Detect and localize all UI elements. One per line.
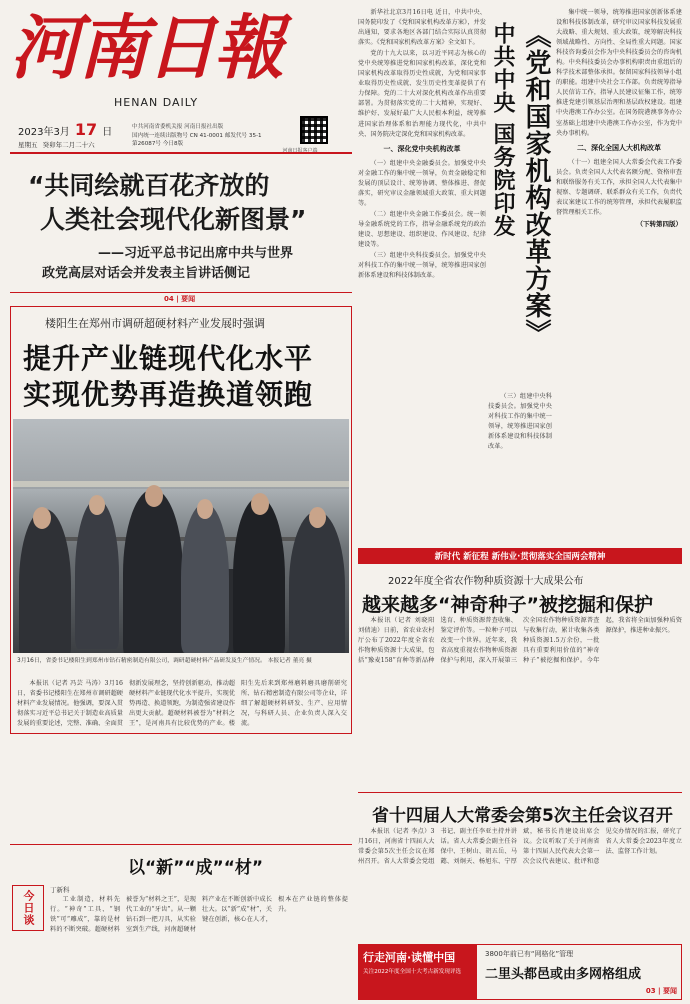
policy-left-column: [358, 8, 486, 546]
seed-kicker: 2022年度全省农作物种质资源十大成果公布: [388, 576, 584, 587]
commentary-body: [50, 895, 348, 995]
policy-article: [358, 8, 682, 546]
policy-section-2: 二、深化全国人大机构改革: [577, 143, 661, 152]
commentary-column-badge: [12, 885, 44, 931]
info-line: 第26087号 今日8版: [132, 141, 184, 148]
seed-headline[interactable]: 越来越多“神奇种子”被挖掘和保护: [362, 594, 653, 616]
masthead: [10, 6, 352, 154]
policy-middle-text: （三）组建中央科技委员会。加强党中央对科技工作的集中统一领导，统筹推进国家创新体系建设和科技体制改革。: [488, 393, 552, 451]
promo-tag: [359, 945, 477, 999]
promo-tag-line1: 行走河南·读懂中国: [363, 951, 456, 964]
policy-right-body: 集中统一领导，统筹推进国家创新体系建设和科技体制改革，研究审议国家科技发展重大战略、重大规划、重大政策，统筹解决科技领域战略性、方向性、全局性重大问题。国家科技咨询委员会作为中央科技委员会的咨询机构。中央科技委员会办事机构职责由重组后的科学技术部整体承担。保留国家科技领导小组的职能。组建中央社会工作部。负责统筹指导人民信访工作，指导人民建议征集工作，统筹推进党建引领基层治理和基层政权建设。组建中央港澳工作办公室。在国务院港澳事务办公室基础上组建中央港澳工作办公室，作为党中央办事机构。: [556, 9, 682, 137]
lead-body: [17, 679, 347, 731]
lead-article: [10, 306, 352, 734]
info-line: 中共河南省委机关报 河南日报社出版: [132, 124, 224, 130]
policy-item-3: （三）组建中央科技委员会。加强党中央对科技工作的集中统一领导，统筹推进国家创新体系建设和科技体制改革。: [358, 252, 486, 280]
banner-subtitle-line1: ——习近平总书记出席中共与世界: [98, 246, 294, 261]
date-year: 2023年3月: [18, 127, 70, 138]
masthead-date-block: [18, 120, 138, 150]
policy-headline-sub[interactable]: 中共中央 国务院印发: [490, 22, 515, 238]
policy-right-body-2: （十一）组建全国人大常委会代表工作委员会。负责全国人大代表名额分配、资格审查和联络服务有关工作，承担全国人大代表集中视察、专题调研、联系群众有关工作，负责代表议案建议工作的统筹管理，承担代表履职监督管理相关工作。: [556, 158, 682, 217]
banner-headline-line1: “共同绘就百花齐放的: [28, 171, 270, 200]
policy-middle-column: [488, 392, 552, 542]
commentary-author: 丁新科: [50, 886, 70, 894]
lunar-date: 癸卯年二月二十六: [42, 141, 95, 149]
banner-page-ref[interactable]: 04 | 要闻: [160, 294, 199, 304]
seed-body: [358, 616, 682, 788]
policy-item-1: （一）组建中央金融委员会。加强党中央对金融工作的集中统一领导，负责金融稳定和发展的顶层设计、统筹协调、整体推进、督促落实，研究审议金融领域重大政策、重大问题等。: [358, 159, 486, 208]
banner-headline-line2: 人类社会现代化新图景”: [40, 205, 307, 234]
policy-vertical-headline-block[interactable]: [488, 8, 552, 388]
policy-item-2: （二）组建中央金融工作委员会。统一领导金融系统党的工作，指导金融系统党的政治建设、思想建设、组织建设、作风建设、纪律建设等。: [358, 211, 486, 249]
info-line: 国内统一连续出版物号 CN 41-0001 邮发代号 35-1: [132, 132, 262, 139]
promo-sub-label: 3800年前已有“网格化”管理: [485, 950, 574, 958]
lead-headline-line1[interactable]: 提升产业链现代化水平: [23, 342, 314, 375]
date-unit: 日: [102, 127, 113, 138]
masthead-title: 河南日報: [10, 6, 282, 89]
promo-box[interactable]: [358, 944, 682, 1000]
lead-continued: [10, 636, 352, 637]
commentary-body-text: 工业制造，材料先行。“神奇”工具、“钢铁”可“雕成”，靠的是材料的不断突破。超硬材料被誉为“材料之王”，是现代工业的“牙齿”。从一颗钻石到一把刀具，从实验室到生产线，河南超硬材料产业在不断创新中成长壮大。以“新”成“材”，关键在创新，核心在人才，根本在产业链的整体提升。: [50, 896, 348, 934]
policy-right-column: [556, 8, 682, 546]
lead-kicker: 楼阳生在郑州市调研超硬材料产业发展时强调: [45, 317, 265, 330]
npc-headline[interactable]: 省十四届人大常委会第5次主任会议召开: [372, 806, 673, 826]
commentary-column-name: 今日谈: [22, 890, 35, 926]
weekday: 星期五: [18, 141, 38, 149]
policy-continue-note[interactable]: （下转第四版）: [636, 220, 682, 229]
npc-body: [358, 827, 682, 939]
date-day: 17: [74, 120, 98, 139]
masthead-pinyin: HENAN DAILY: [114, 96, 199, 109]
lead-body-text: 本报讯（记者 冯芸 马涛）3月16日，省委书记楼阳生在郑州市调研超硬材料产业发展情况。他强调，要深入贯彻落实习近平总书记关于制造业高质量发展的重要论述，完整、准确、全面贯彻新发展理念，坚持创新驱动，推动超硬材料产业链现代化水平提升，实现优势再造、换道领跑，为制造强省建设作出更大贡献。超硬材料被誉为“材料之王”，是河南具有比较优势的产业。楼阳生先后来到郑州磨料磨具磨削研究所、钻石精密制造有限公司等企业，详细了解超硬材料研发、生产、应用情况，与科研人员、企业负责人深入交流。: [17, 680, 347, 728]
banner-rule: [10, 292, 352, 293]
seed-article: [358, 566, 682, 790]
seed-body-text: 本报讯（记者 刘晓阳 刘倩迪）日前，省农业农村厅公布了2022年度全省农作物种质资源十大成果，包括“豫麦158”育种等新品种选育、种质资源普查收集、鉴定评价等。一粒种子可以改变一个世界。近年来，我省高度重视农作物种质资源保护与利用，深入开展第三次全国农作物种质资源普查与收集行动，累计收集各类种质资源1.5万余份，一批具有重要利用价值的“神奇种子”被挖掘和保护。今年起，我省将全面加强种质资源保护，推进种业振兴。: [358, 617, 682, 665]
banner-subtitle-line2: 政党高层对话会并发表主旨讲话侧记: [42, 266, 251, 281]
lead-photo-caption: 3月16日，省委书记楼阳生到郑州市钻石精密制造有限公司，调研超硬材料产品研发及生产情况。 本报记者 董亮 摄: [17, 658, 312, 664]
policy-headline-main[interactable]: 《党和国家机构改革方案》: [521, 22, 551, 346]
commentary: [10, 844, 352, 998]
lead-headline-line2[interactable]: 实现优势再造换道领跑: [23, 378, 314, 411]
banner-article[interactable]: [10, 152, 352, 304]
qr-caption: 河南日报客户端: [282, 148, 318, 154]
column-banner[interactable]: [358, 548, 682, 564]
npc-body-text: 本报讯（记者 李点）3月16日，河南省十四届人大常委会第5次主任会议在郑州召开。省人大常委会党组书记、副主任李亚主持并讲话。省人大常委会副主任谷保中、王树山、胡五岳、马懿、刘炯天、杨旭东、宁厚斌，秘书长肖建设出席会议。会议听取了关于河南省第十四届人民代表大会第一次会议代表建议、批评和意见交办情况的汇报，研究了省人大常委会2023年度立法、监督工作计划。: [358, 828, 682, 866]
column-banner-text: 新时代 新征程 新伟业·贯彻落实全国两会精神: [434, 552, 606, 562]
lead-photo[interactable]: [13, 419, 349, 653]
commentary-title[interactable]: 以“新”“成”“材”: [128, 858, 264, 878]
policy-section-1: 一、深化党中央机构改革: [383, 144, 461, 153]
policy-body: 党的十九大以来，以习近平同志为核心的党中央统筹推进党和国家机构改革，深化党和国家机构改革取得历史性成就，为党和国家事业取得历史性成就、发生历史性变革提供了有力保障。党的二十大对深化机构改革作出重要部署。为贯彻落实党的二十大精神，实现好、维护好、发展好最广大人民根本利益，统筹推进国家治理体系和治理能力现代化，中共中央、国务院决定深化党和国家机构改革。: [358, 50, 486, 138]
promo-page-ref[interactable]: 03 | 要闻: [645, 987, 677, 995]
npc-article: [358, 792, 682, 942]
masthead-info: [132, 123, 292, 149]
promo-tag-line2: 关注2022年度全国十大考古新发现评选: [363, 969, 462, 975]
policy-intro: 新华社北京3月16日电 近日，中共中央、国务院印发了《党和国家机构改革方案》，并发出通知，要求各地区各部门结合实际认真贯彻落实。《党和国家机构改革方案》全文如下。: [358, 9, 486, 47]
qr-code[interactable]: [300, 116, 328, 144]
promo-headline[interactable]: 二里头都邑或由多网格组成: [485, 967, 642, 982]
